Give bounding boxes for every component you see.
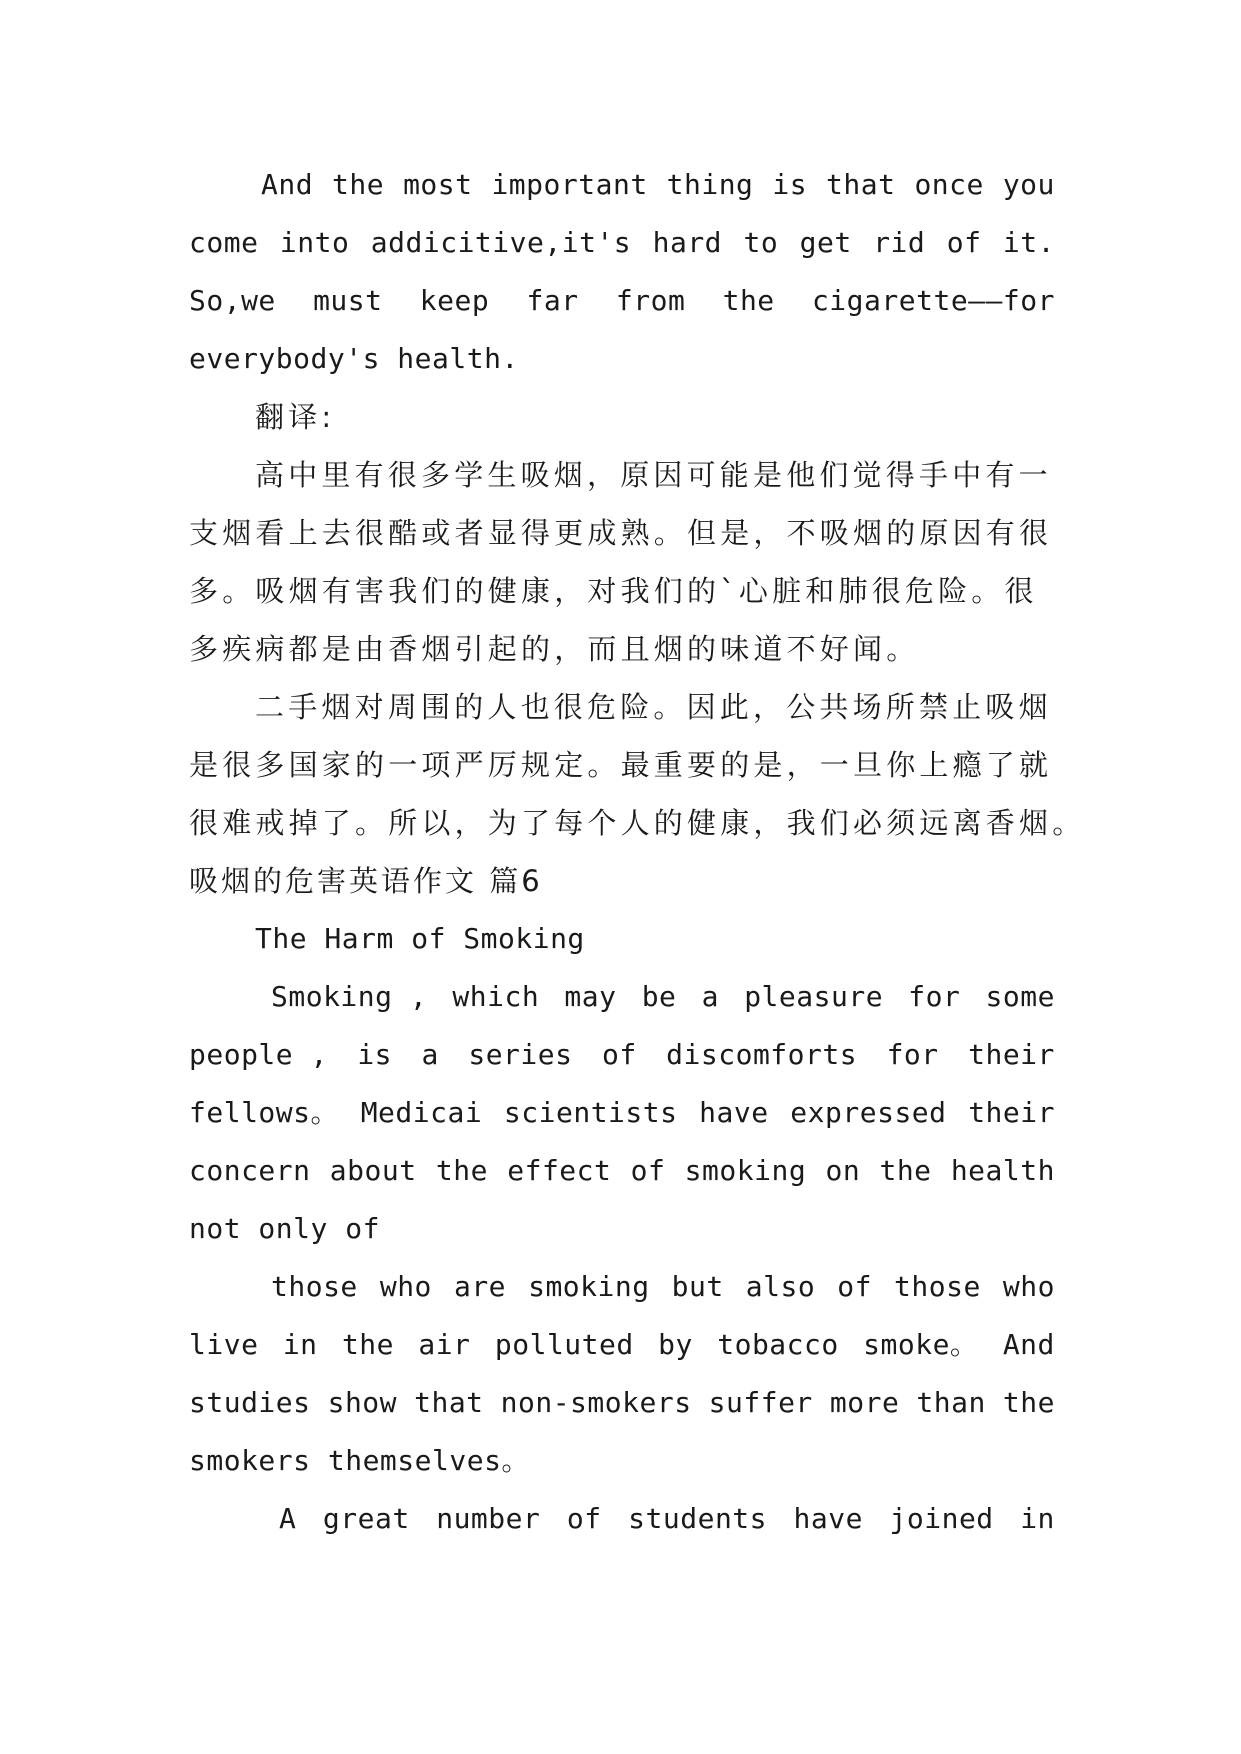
word: the [1002, 1386, 1055, 1419]
word: you [1002, 168, 1055, 201]
word: but [671, 1270, 724, 1303]
word: Smoking , [271, 980, 428, 1013]
word: from [615, 284, 686, 317]
word: effect [507, 1154, 612, 1187]
word: expressed [790, 1096, 947, 1129]
paragraph-1-line-2 [189, 214, 1055, 272]
word: their [968, 1038, 1055, 1071]
word: those [894, 1270, 981, 1303]
paragraph-3-line-2 [189, 1316, 1055, 1374]
word: polluted [494, 1328, 634, 1361]
paragraph-1-line-3 [189, 272, 1055, 330]
word: smoking [684, 1154, 807, 1187]
paragraph-3-line-3 [189, 1374, 1055, 1432]
word: And [261, 168, 314, 201]
paragraph-1-line-4: everybody's health. [189, 342, 519, 375]
word: also [745, 1270, 816, 1303]
word: number [436, 1502, 541, 1535]
word: health [950, 1154, 1055, 1187]
word: thing [666, 168, 754, 201]
word: hard [652, 226, 723, 259]
word: keep [419, 284, 490, 317]
word: be [641, 980, 677, 1013]
paragraph-2-line-4 [189, 1142, 1055, 1200]
word: most [403, 168, 473, 201]
word: the [435, 1154, 488, 1187]
word: of [630, 1154, 666, 1187]
word: fellows。 [189, 1096, 340, 1129]
word: students [628, 1502, 768, 1535]
word: air [418, 1328, 471, 1361]
word: is [772, 168, 808, 201]
word: that [826, 168, 896, 201]
word: discomforts [666, 1038, 858, 1071]
word: who [1002, 1270, 1055, 1303]
word: A [279, 1502, 297, 1535]
word: So,we [189, 284, 276, 317]
paragraph-4-line-1 [189, 1490, 1055, 1548]
word: which [452, 980, 540, 1013]
essay-title: The Harm of Smoking [255, 922, 585, 955]
word: of [601, 1038, 637, 1071]
word: may [564, 980, 617, 1013]
word: is [357, 1038, 393, 1071]
word: the [722, 284, 775, 317]
word: joined [889, 1502, 994, 1535]
word: in [1020, 1502, 1055, 1535]
paragraph-1-line-1 [189, 156, 1055, 214]
word: for [886, 1038, 939, 1071]
word: by [658, 1328, 693, 1361]
word: the [341, 1328, 395, 1361]
word: their [968, 1096, 1055, 1129]
word: a [701, 980, 719, 1013]
section-heading: 吸烟的危害英语作文 篇6 [189, 864, 543, 898]
word: great [322, 1502, 410, 1535]
word: for [908, 980, 961, 1013]
word: far [526, 284, 579, 317]
word: of [946, 226, 982, 259]
word: addicitive,it's [370, 226, 632, 259]
word: tobacco [717, 1328, 839, 1361]
word: into [279, 226, 350, 259]
word: to [743, 226, 779, 259]
word: the [879, 1154, 932, 1187]
word: concern [189, 1154, 311, 1187]
word: scientists [503, 1096, 678, 1129]
word: of [837, 1270, 872, 1303]
paragraph-3-line-4: smokers themselves。 [189, 1444, 530, 1477]
word: some [985, 980, 1055, 1013]
chinese-paragraph-1-line-4: 多疾病都是由香烟引起的，而且烟的味道不好闻。 [189, 632, 920, 666]
word: Medicai [360, 1096, 483, 1129]
word: have [699, 1096, 769, 1129]
word: once [914, 168, 984, 201]
word: those [271, 1270, 358, 1303]
word: must [313, 284, 383, 317]
word: pleasure [744, 980, 884, 1013]
word: series [468, 1038, 573, 1071]
word: that [414, 1386, 484, 1419]
paragraph-2-line-5: not only of [189, 1212, 380, 1245]
chinese-paragraph-2-line-2: 是很多国家的一项严厉规定。最重要的是，一旦你上瘾了就 [189, 748, 1053, 782]
chinese-paragraph-2-line-1: 二手烟对周围的人也很危险。因此，公共场所禁止吸烟 [255, 690, 1052, 724]
word: than [916, 1386, 986, 1419]
chinese-paragraph-1-line-3: 多。吸烟有害我们的健康，对我们的`心脏和肺很危险。很 [189, 574, 1038, 608]
word: on [825, 1154, 861, 1187]
translation-label: 翻译: [255, 400, 336, 434]
word: of [566, 1502, 602, 1535]
word: important [491, 168, 648, 201]
paragraph-2-line-3 [189, 1084, 1055, 1142]
word: smoking [528, 1270, 650, 1303]
word: it. [1002, 226, 1055, 259]
word: rid [873, 226, 926, 259]
word: are [453, 1270, 507, 1303]
word: have [793, 1502, 863, 1535]
word: the [332, 168, 385, 201]
word: show [327, 1386, 398, 1419]
paragraph-2-line-2 [189, 1026, 1055, 1084]
paragraph-3-line-1 [189, 1258, 1055, 1316]
word: get [799, 226, 852, 259]
word: cigarette——for [811, 284, 1055, 317]
word: suffer [708, 1386, 813, 1419]
word: more [829, 1386, 900, 1419]
word: people , [189, 1038, 328, 1071]
word: non-smokers [500, 1386, 692, 1419]
word: And [1002, 1328, 1055, 1361]
word: a [421, 1038, 439, 1071]
word: come [189, 226, 259, 259]
word: smoke。 [863, 1328, 979, 1361]
chinese-paragraph-1-line-1: 高中里有很多学生吸烟，原因可能是他们觉得手中有一 [255, 458, 1052, 492]
chinese-paragraph-2-line-3: 很难戒掉了。所以，为了每个人的健康，我们必须远离香烟。 [189, 806, 1086, 840]
word: who [379, 1270, 432, 1303]
paragraph-2-line-1 [189, 968, 1055, 1026]
word: about [329, 1154, 417, 1187]
chinese-paragraph-1-line-2: 支烟看上去很酷或者显得更成熟。但是，不吸烟的原因有很 [189, 516, 1053, 550]
word: studies [189, 1386, 311, 1419]
word: in [282, 1328, 318, 1361]
word: live [189, 1328, 259, 1361]
